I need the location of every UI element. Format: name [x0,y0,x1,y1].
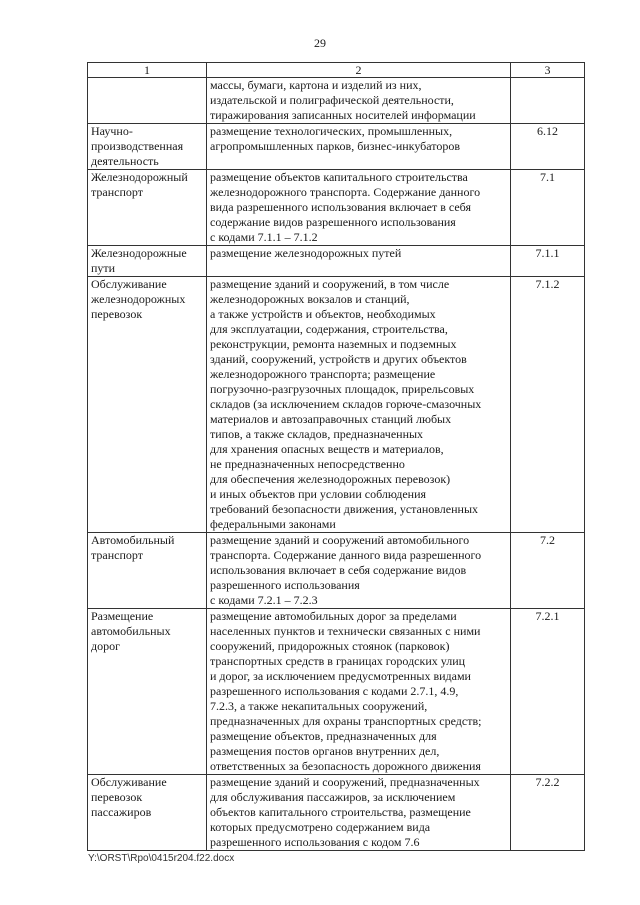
description-line: размещение объектов капитального строительства [210,170,468,184]
description-line: зданий, сооружений, устройств и других объектов [210,352,467,366]
header-col-2: 2 [207,63,511,78]
description-line: размещение железнодорожных путей [210,246,402,260]
use-type-description [207,533,511,609]
page-number: 29 [314,36,326,50]
description-line: использования включает в себя содержание видов [210,563,467,577]
description-line: материалов и автозаправочных станций любых [210,412,452,426]
description-line: складов (за исключением складов горюче-смазочных [210,397,482,411]
description-line: разрешенного использования с кодами 2.7.1, 4.9, [210,684,459,698]
use-type-description [207,246,511,277]
description-line: требований безопасности движения, установленных [210,502,479,516]
use-type-code: 7.2.2 [511,775,585,851]
description-line: железнодорожного транспорта; размещение [210,367,436,381]
description-line: массы, бумаги, картона и изделий из них, [210,78,422,92]
table-row [88,170,585,246]
use-type-name-line: Железнодорожные [91,246,187,260]
use-type-name-line: дорог [91,639,121,653]
description-line: железнодорожных вокзалов и станций, [210,292,410,306]
description-line: типов, а также складов, предназначенных [210,427,424,441]
description-line: размещения постов органов внутренних дел, [210,744,440,758]
description-line: тиражирования записанных носителей информации [210,108,476,122]
table-row [88,124,585,170]
use-type-name-line: перевозок [91,790,143,804]
use-type-name-line: транспорт [91,185,143,199]
description-line: размещение зданий и сооружений, в том числе [210,277,450,291]
description-line: издательской и полиграфической деятельности, [210,93,454,107]
table-row [88,775,585,851]
use-type-name-line: производственная [91,139,184,153]
header-col-1: 1 [88,63,207,78]
header-col-3: 3 [511,63,585,78]
description-line: а также устройств и объектов, необходимых [210,307,436,321]
use-type-name [88,78,207,124]
table-row [88,277,585,533]
land-use-table [87,62,585,851]
description-line: и иных объектов при условии соблюдения [210,487,427,501]
description-line: содержание видов разрешенного использования [210,215,456,229]
use-type-name-line: Автомобильный [91,533,175,547]
use-type-name-line: Размещение [91,609,154,623]
description-line: размещение зданий и сооружений автомобильного [210,533,470,547]
description-line: погрузочно-разгрузочных площадок, прирельсовых [210,382,475,396]
description-line: размещение зданий и сооружений, предназначенных [210,775,480,789]
use-type-description [207,609,511,775]
table-row [88,78,585,124]
description-line: размещение автомобильных дорог за пределами [210,609,457,623]
use-type-name [88,277,207,533]
description-line: федеральными законами [210,517,336,531]
table-row [88,533,585,609]
description-line: с кодами 7.2.1 – 7.2.3 [210,593,318,607]
description-line: реконструкции, ремонта наземных и подземных [210,337,457,351]
use-type-name [88,533,207,609]
use-type-name [88,170,207,246]
table-row [88,246,585,277]
use-type-name [88,124,207,170]
description-line: вида разрешенного использования включает в себя [210,200,471,214]
description-line: железнодорожного транспорта. Содержание данного [210,185,481,199]
use-type-code: 7.1 [511,170,585,246]
use-type-name-line: Обслуживание [91,775,167,789]
description-line: для эксплуатации, содержания, строительства, [210,322,448,336]
file-path-footer: Y:\ORST\Rpo\0415r204.f22.docx [88,853,235,864]
description-line: для обслуживания пассажиров, за исключением [210,790,456,804]
description-line: для хранения опасных веществ и материалов, [210,442,444,456]
description-line: и дорог, за исключением предусмотренных видами [210,669,471,683]
description-line: 7.2.3, а также некапитальных сооружений, [210,699,428,713]
description-line: размещение технологических, промышленных, [210,124,453,138]
use-type-code: 7.1.2 [511,277,585,533]
description-line: разрешенного использования [210,578,360,592]
description-line: сооружений, придорожных стоянок (парковок) [210,639,450,653]
use-type-name-line: железнодорожных [91,292,186,306]
use-type-name-line: транспорт [91,548,143,562]
description-line: населенных пунктов и технически связанных с ними [210,624,481,638]
description-line: для обеспечения железнодорожных перевозок) [210,472,451,486]
use-type-name-line: деятельность [91,154,159,168]
description-line: которых предусмотрено содержанием вида [210,820,431,834]
use-type-code: 6.12 [511,124,585,170]
table-row [88,609,585,775]
use-type-code [511,78,585,124]
use-type-name [88,246,207,277]
use-type-name [88,609,207,775]
description-line: размещение объектов, предназначенных для [210,729,437,743]
description-line: с кодами 7.1.1 – 7.1.2 [210,230,318,244]
use-type-description [207,170,511,246]
table-header-row [88,63,585,78]
use-type-description [207,124,511,170]
use-type-code: 7.1.1 [511,246,585,277]
use-type-name [88,775,207,851]
use-type-name-line: перевозок [91,307,143,321]
description-line: ответственных за безопасность дорожного движения [210,759,481,773]
description-line: агропромышленных парков, бизнес-инкубаторов [210,139,461,153]
use-type-name-line: пассажиров [91,805,152,819]
description-line: транспорта. Содержание данного вида разрешенного [210,548,482,562]
use-type-code: 7.2 [511,533,585,609]
use-type-code: 7.2.1 [511,609,585,775]
description-line: разрешенного использования с кодом 7.6 [210,835,420,849]
use-type-description [207,277,511,533]
use-type-name-line: Научно- [91,124,133,138]
use-type-description [207,78,511,124]
description-line: транспортных средств в границах городских улиц [210,654,466,668]
use-type-description [207,775,511,851]
use-type-name-line: автомобильных [91,624,171,638]
use-type-name-line: Железнодорожный [91,170,188,184]
description-line: объектов капитального строительства, размещение [210,805,471,819]
use-type-name-line: пути [91,261,116,275]
description-line: не предназначенных непосредственно [210,457,405,471]
description-line: предназначенных для охраны транспортных средств; [210,714,482,728]
use-type-name-line: Обслуживание [91,277,167,291]
